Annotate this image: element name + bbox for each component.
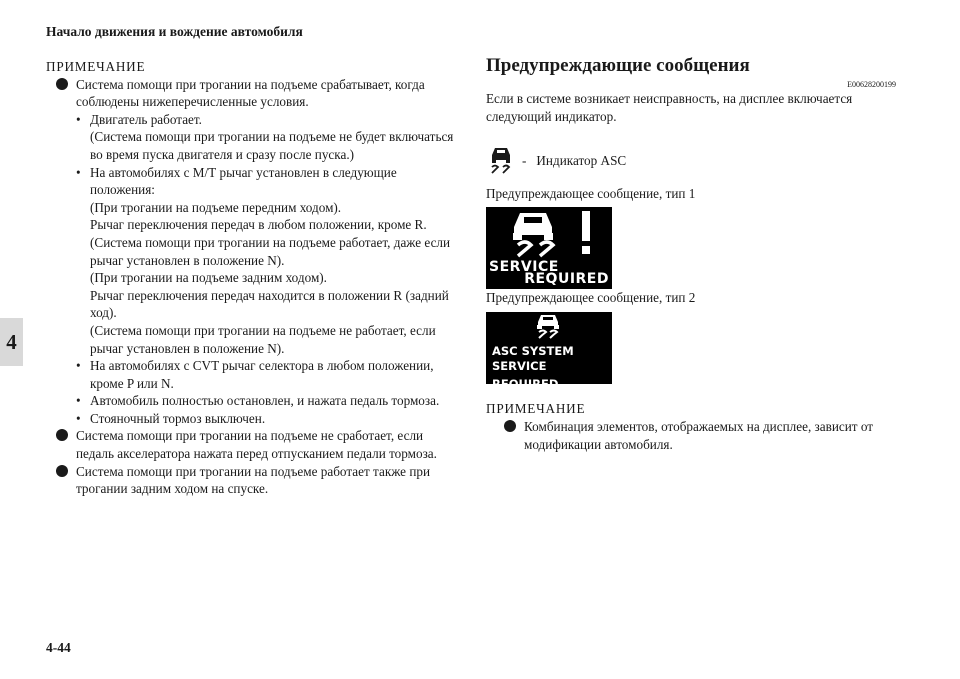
sub-item-text: Стояночный тормоз выключен. — [90, 410, 266, 426]
running-header: Начало движения и вождение автомобиля — [46, 24, 303, 39]
warning-display-type2 — [486, 312, 612, 391]
display-line: SERVICE — [489, 258, 559, 275]
sub-item — [46, 164, 454, 199]
bullet-icon — [56, 429, 68, 441]
display-line: ASC SYSTEM — [492, 344, 574, 359]
sub-item-continuation: (Система помощи при трогании на подъеме не работает, если рычаг установлен в положение N). — [90, 322, 436, 356]
chapter-tab: 4 — [0, 318, 23, 366]
bullet-text: Система помощи при трогании на подъеме срабатывает, когда соблюдены нижеперечисленные условия. — [76, 76, 425, 110]
note-label: ПРИМЕЧАНИЕ — [46, 59, 146, 74]
right-column — [486, 54, 896, 453]
sub-bullet-icon: • — [76, 358, 81, 374]
page-number: 4-44 — [46, 640, 71, 655]
sub-item-text: Двигатель работает. — [90, 111, 202, 127]
note-label: ПРИМЕЧАНИЕ — [486, 401, 586, 417]
document-code: E00628200199 — [847, 80, 896, 89]
sub-item-text: Автомобиль полностью остановлен, и нажата педаль тормоза. — [90, 393, 440, 409]
bullet-icon — [56, 78, 68, 90]
sub-bullet-icon: • — [76, 164, 81, 180]
sub-item — [46, 357, 454, 392]
asc-skid-icon — [486, 207, 612, 259]
left-column — [46, 58, 454, 498]
asc-skid-icon — [486, 312, 612, 342]
sub-item-continuation: (При трогании на подъеме задним ходом). — [90, 270, 327, 286]
warning-display-type1 — [486, 207, 612, 289]
list-item — [46, 76, 454, 111]
sub-item-continuation: (Система помощи при трогании на подъеме не будет включаться во время пуска двигателя и сразу после пуска.) — [90, 129, 454, 162]
display-line: SERVICE REQUIRED — [492, 359, 559, 391]
sub-bullet-icon: • — [76, 111, 81, 127]
bullet-text: Система помощи при трогании на подъеме работает также при трогании задним ходом на спуске. — [76, 463, 431, 497]
type1-caption: Предупреждающее сообщение, тип 1 — [486, 186, 696, 202]
sub-item-text: На автомобилях с М/Т рычаг установлен в следующие положения: — [90, 164, 397, 198]
sub-bullet-icon: • — [76, 393, 81, 409]
sub-item — [46, 111, 454, 129]
section-title: Предупреждающие сообщения — [486, 55, 750, 76]
bullet-icon — [504, 420, 516, 432]
sub-item-continuation: Рычаг переключения передач находится в положении R (задний ход). — [90, 287, 449, 321]
list-item — [486, 418, 896, 453]
sub-item-continuation: (При трогании на подъеме передним ходом). — [90, 199, 342, 215]
bullet-icon — [56, 465, 68, 477]
sub-bullet-icon: • — [76, 410, 81, 426]
type2-caption: Предупреждающее сообщение, тип 2 — [486, 289, 696, 305]
sub-item — [46, 410, 454, 428]
indicator-label: Индикатор ASC — [536, 153, 627, 169]
bullet-text: Система помощи при трогании на подъеме не сработает, если педаль акселератора нажата перед отпусканием педали тормоза. — [76, 428, 437, 462]
sub-item — [46, 392, 454, 410]
sub-item-text: На автомобилях с CVT рычаг селектора в любом положении, кроме P или N. — [90, 358, 434, 391]
bullet-text: Комбинация элементов, отображаемых на дисплее, зависит от модификации автомобиля. — [524, 418, 874, 452]
sub-item-continuation: (Система помощи при трогании на подъеме работает, даже если рычаг установлен в положение N). — [90, 234, 451, 268]
asc-skid-icon — [486, 145, 516, 177]
indicator-dash: - — [522, 153, 527, 169]
intro-paragraph: Если в системе возникает неисправность, на дисплее включается следующий индикатор. — [486, 91, 853, 124]
display-line: REQUIRED — [524, 270, 609, 287]
indicator-row — [486, 145, 896, 177]
list-item — [46, 463, 454, 498]
sub-item-continuation: Рычаг переключения передач в любом положении, кроме R. — [90, 217, 427, 233]
list-item — [46, 427, 454, 462]
